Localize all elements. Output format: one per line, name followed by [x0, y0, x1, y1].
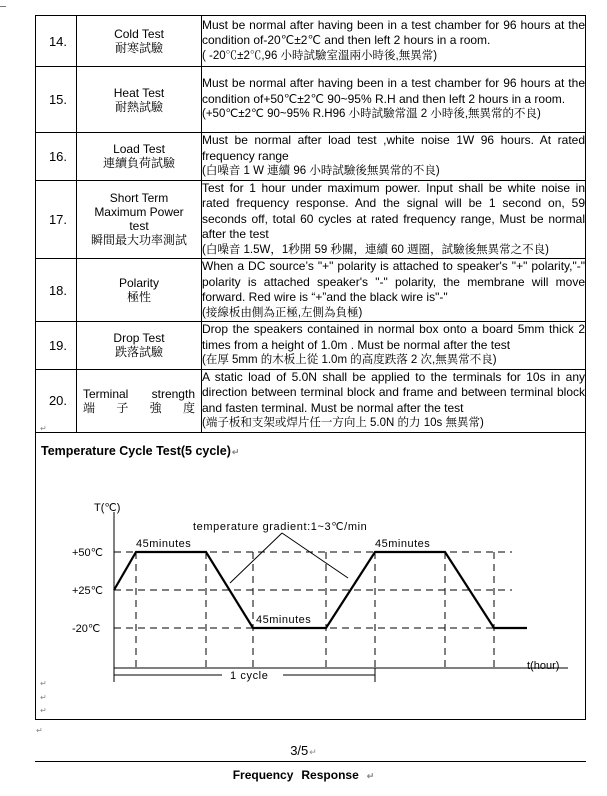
y-tick-label: +25℃: [72, 585, 104, 597]
footer-word: Frequency: [232, 768, 294, 782]
description-chinese: (白噪音 1.5W，1秒開 59 秒關，連續 60 週圈，試驗後無異常之不良): [202, 243, 549, 256]
row-number: 17.: [36, 180, 77, 259]
test-name-line: Cold Test: [114, 27, 164, 41]
description-chinese: (+50℃±2℃ 90~95% R.H96 小時試驗常溫 2 小時後,無異常的不良): [202, 108, 541, 121]
description-english: Drop the speakers contained in normal box onto a board 5mm thick 2 times from a height of 1.0m . Must be normal after the test: [202, 322, 585, 352]
footer-word: Response: [301, 768, 359, 782]
page-number: 3/5↵: [290, 743, 317, 758]
footer-title: Frequency Response ↵: [232, 768, 375, 782]
test-name-line: Maximum Power: [94, 205, 184, 220]
test-name-line: test: [129, 219, 149, 234]
paragraph-mark: ↵: [40, 679, 47, 688]
description-english: Must be normal after load test ,white noise 1W 96 hours. At rated frequency range: [202, 133, 585, 163]
paragraph-mark: ↵: [36, 726, 43, 735]
test-name-line: 連續負荷試驗: [102, 156, 175, 171]
test-name-line: 耐熱試驗: [114, 99, 163, 114]
duration-label: 45minutes: [375, 538, 431, 550]
description-english: When a DC source’s "+" polarity is attached to speaker's "+" polarity,"-" polarity is attached speaker's "-" polarity, the membrane will move forward. Red wire is “+”and the black wire is"-": [202, 259, 585, 304]
x-axis-label: t(hour): [527, 660, 560, 672]
duration-label: 45minutes: [136, 538, 192, 550]
row-number: 18.: [36, 259, 77, 322]
description-chinese: (在厚 5mm 的木板上從 1.0m 的高度跌落 2 次,無異常不良): [202, 354, 497, 366]
row-number: 19.: [36, 322, 77, 370]
description-english: Test for 1 hour under maximum power. Input shall be white noise in rated frequency response. And the signal will be 1 second on, 59 seconds off, total 60 cycles at rated frequency range, Must be normal after the test: [202, 180, 585, 241]
description-chinese: (白噪音 1 W 連續 96 小時試驗後無異常的不良): [202, 165, 440, 177]
paragraph-mark: ↵: [40, 424, 47, 433]
paragraph-mark: ↵: [40, 693, 47, 702]
cycle-label: 1 cycle: [230, 670, 269, 682]
row-number: 20.: [36, 369, 77, 432]
test-name-line: Load Test: [113, 142, 165, 157]
annotation-leader-line: [282, 533, 348, 578]
y-axis-label: T(℃): [94, 502, 121, 514]
test-name-line: 極性: [126, 290, 151, 304]
description-english: A static load of 5.0N shall be applied to the terminals for 10s in any direction between terminal block and frame and between terminal block and fasten terminal. Must be normal after the test: [202, 369, 585, 415]
test-name-line: Heat Test: [113, 85, 165, 100]
row-number: 14.: [36, 16, 77, 67]
test-name-line: Polarity: [118, 276, 159, 290]
description-chinese: (接線板由側為正極,左側為負極): [202, 306, 363, 319]
test-name-line: 端子強度: [83, 400, 195, 415]
gradient-annotation: temperature gradient:1~3℃/min: [193, 521, 368, 533]
row-number: 16.: [36, 133, 77, 181]
description-english: Must be normal after having been in a test chamber for 96 hours at the condition of-20℃±2℃ and then left 2 hours in a room.: [202, 17, 585, 48]
test-name-line: Short Term: [109, 191, 169, 206]
description-chinese: (端子板和支架或焊片任一方向上 5.0N 的力 10s 無異常): [202, 417, 484, 429]
annotation-leader-line: [230, 533, 282, 583]
row-number: 15.: [36, 67, 77, 133]
description-english: Must be normal after having been in a test chamber for 96 hours at the condition of+50℃±2℃ 90~95% R.H and then left 2 hours in a room.: [202, 76, 585, 106]
test-name-line: 瞬間最大功率測試: [90, 233, 187, 248]
test-name-line: Drop Test: [113, 331, 165, 346]
test-name-line: Terminal strength: [83, 386, 195, 401]
duration-label: 45minutes: [256, 614, 312, 626]
y-tick-label: -20℃: [72, 623, 101, 635]
y-tick-label: +50℃: [72, 547, 104, 559]
section-title: Temperature Cycle Test(5 cycle)↵: [41, 444, 240, 458]
test-name-line: 跌落試驗: [114, 345, 163, 360]
paragraph-mark: ↵: [40, 706, 47, 715]
footer-rule: [35, 761, 586, 762]
test-name-line: 耐寒試驗: [114, 41, 163, 55]
description-chinese: ( -20℃±2℃,96 小時試驗室溫兩小時後,無異常): [202, 49, 438, 62]
